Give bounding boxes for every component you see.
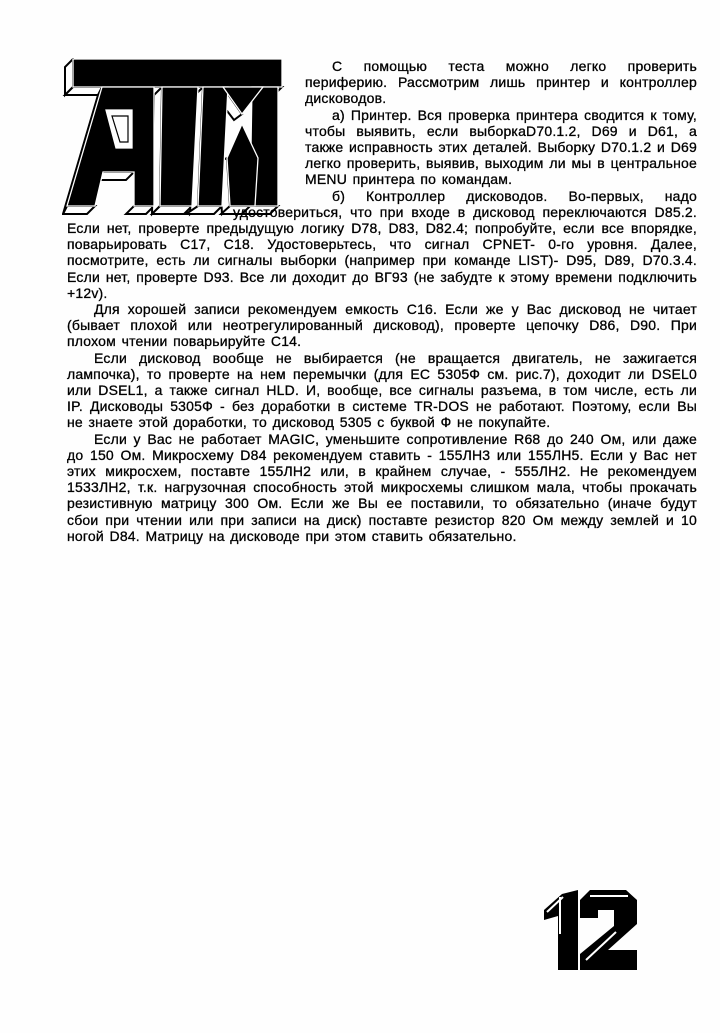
atm-logo-graphic	[62, 58, 286, 220]
paragraph-magic: Если у Вас не работает MAGIC, уменьшите сопротивление R68 до 240 Ом, или даже до 150 Ом. Микросхему D84 рекомендуем ставить - 155ЛН3 или 155ЛН5. Если у Вас нет этих микросхем, поставте 155ЛН2 или, в крайнем случае, - 555ЛН2. Не рекомендуем 1533ЛН2, т.к. нагрузочная способность этой микросхемы слишком мала, чтобы прокачать резистивную матрицу 300 Ом. Если же Вы ее поставили, то обязательно (иначе будут сбои при чтении или при записи на диск) поставте резистор 820 Ом между землей и 10 ногой D84. Матрицу на дисководе при этом ставить обязательно.	[67, 430, 697, 544]
paragraph-recording: Для хорошей записи рекомендуем емкость C16. Если же у Вас дисковод не читает (бывает плохой или неотрегулированный дисковод), проверте цепочку D86, D90. При плохом чтении поварьируйте C14.	[67, 301, 697, 350]
page-number-graphic	[542, 888, 637, 970]
paragraph-intro: С помощью теста можно легко проверить периферию. Рассмотрим лишь принтер и контроллер дисководов.	[305, 58, 697, 107]
paragraph-drive-select: Если дисковод вообще не выбирается (не вращается двигатель, не зажигается лампочка), то проверте на нем перемычки (для ЕС 5305Ф см. рис.7), доходит ли DSEL0 или DSEL1, а также сигнал HLD. И, вообще, все сигналы разъема, в том числе, есть ли IP. Дисководы 5305Ф - без доработки в системе TR-DOS не работают. Поэтому, если Вы не знаете этой доработки, то дисковод 5305 с буквой Ф не покупайте.	[67, 349, 697, 431]
article-text-block	[67, 58, 697, 544]
paragraph-disk-controller: б) Контроллер дисководов. Во-первых, надо удостовериться, что при входе в дисковод переключаются D85.2. Если нет, проверте предыдущую логику D78, D83, D82.4; попробуйте, если все впорядке, поварьировать C17, C18. Удостоверьтесь, что сигнал CPNET- 0-го уровня. Далее, посмотрите, есть ли сигналы выборки (например при команде LIST)- D95, D89, D70.3.4. Если нет, проверте D93. Все ли доходит до ВГ93 (не забудте к этому времени подключить +12v).	[67, 187, 697, 301]
atm-logo	[67, 58, 305, 220]
paragraph-printer: а) Принтер. Вся проверка принтера сводится к тому, чтобы выявить, если выборкаD70.1.2, D69 и D61, а также исправность этих деталей. Выборку D70.1.2 и D69 легко проверить, выявив, выходим ли мы в центральное MENU принтера по командам.	[305, 106, 697, 188]
page-number	[542, 888, 637, 970]
